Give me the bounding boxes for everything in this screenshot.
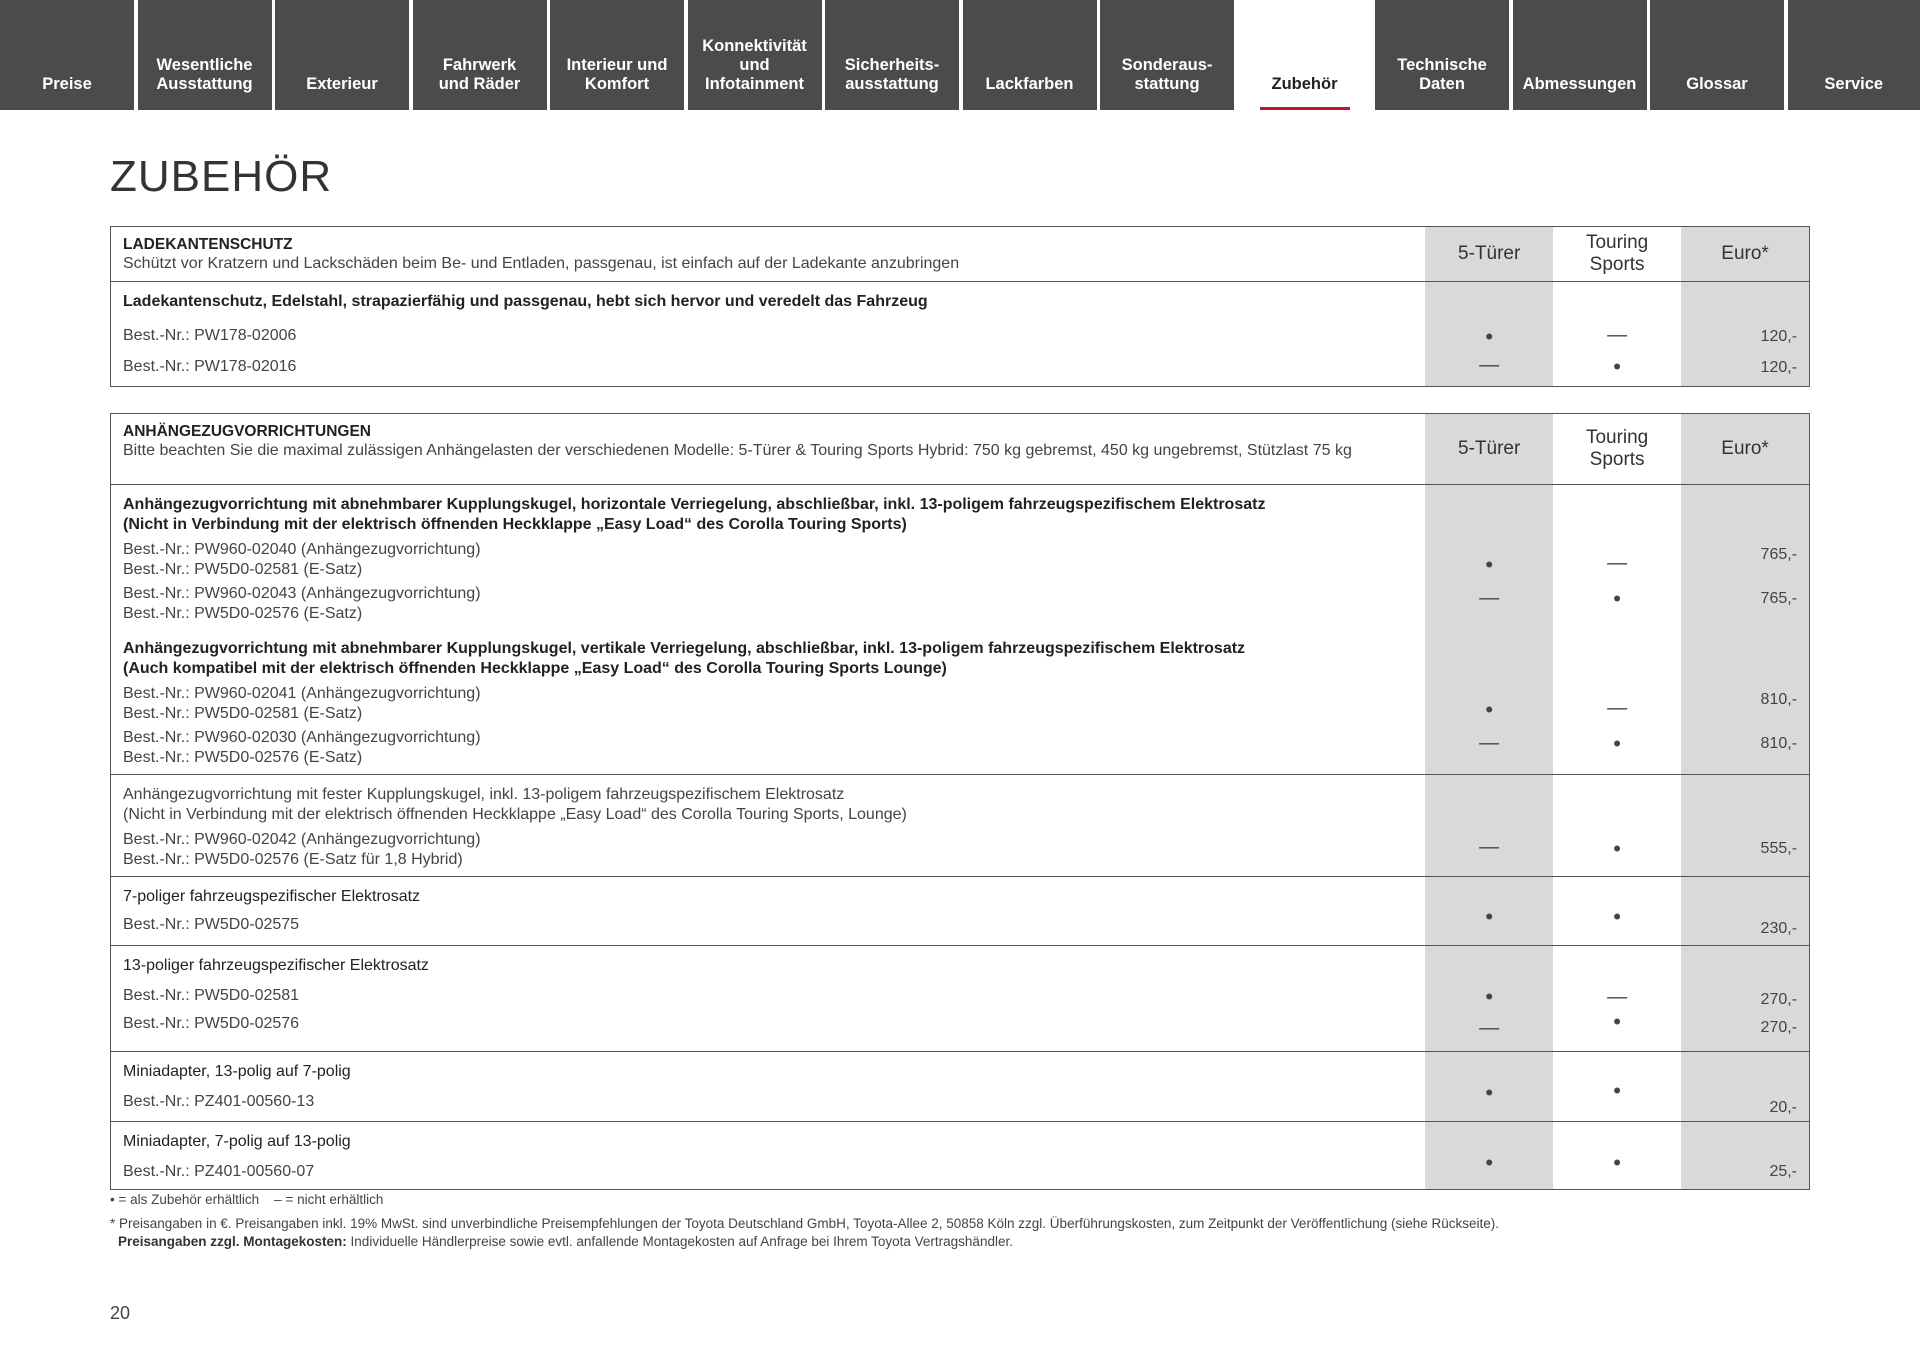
col-5tuerer	[1425, 877, 1553, 945]
tab-sicherheit[interactable]: Sicherheits- ausstattung	[825, 0, 959, 110]
not-available-mark: —	[1607, 324, 1628, 346]
section-nav	[0, 0, 1920, 110]
not-available-mark: —	[1607, 552, 1628, 574]
col-touring	[1553, 946, 1681, 1051]
column-header-euro: Euro*	[1681, 414, 1809, 484]
available-mark: •	[1485, 904, 1494, 929]
price: 765,-	[1760, 546, 1798, 563]
not-available-mark: —	[1479, 354, 1500, 376]
item-title: 13-poliger fahrzeugspezifischer Elektrosatz	[123, 957, 429, 974]
price: 270,-	[1760, 991, 1798, 1008]
col-touring	[1553, 775, 1681, 876]
table-ladekantenschutz	[110, 226, 1810, 387]
col-5tuerer	[1425, 1052, 1553, 1121]
table-header	[111, 414, 1809, 485]
col-euro	[1681, 282, 1809, 386]
page-title: ZUBEHÖR	[110, 152, 333, 201]
row-desc	[111, 485, 1425, 774]
column-header-5tuerer: 5-Türer	[1425, 414, 1553, 484]
col-euro	[1681, 1052, 1809, 1121]
not-available-mark: —	[1479, 587, 1500, 609]
table-row	[111, 877, 1809, 946]
order-number: Best.-Nr.: PW5D0-02575	[123, 915, 300, 933]
order-number: Best.-Nr.: PW5D0-02576	[123, 1015, 300, 1032]
available-mark: •	[1485, 984, 1494, 1009]
item-title: Anhängezugvorrichtung mit fester Kupplungskugel, inkl. 13-poligem fahrzeugspezifischem Elektrosatz (Nicht in Verbindung mit der elektrisch öffnenden Heckklappe „Easy Load“ des Corolla Touring Sports, Lounge)	[123, 786, 907, 823]
order-number: Best.-Nr.: PZ401-00560-07	[123, 1162, 315, 1180]
tab-sonderausstattung[interactable]: Sonderaus- stattung	[1100, 0, 1234, 110]
available-mark: •	[1613, 1078, 1621, 1103]
tab-fahrwerk[interactable]: Fahrwerk und Räder	[413, 0, 547, 110]
section-title: LADEKANTENSCHUTZ	[123, 236, 293, 253]
col-5tuerer	[1425, 282, 1553, 386]
tab-preise[interactable]: Preise	[0, 0, 134, 110]
item-title: Anhängezugvorrichtung mit abnehmbarer Kupplungskugel, vertikale Verriegelung, abschließbar, inkl. 13-poligem fahrzeugspezifischem Elektrosatz (Auch kompatibel mit der elektrisch öffnenden Heckklappe „Easy Load“ des Corolla Touring Sports Lounge)	[123, 640, 1246, 677]
order-number: Best.-Nr.: PZ401-00560-13	[123, 1092, 315, 1110]
col-touring	[1553, 485, 1681, 774]
row-desc	[111, 1122, 1425, 1189]
montage-label: Preisangaben zzgl. Montagekosten:	[118, 1234, 347, 1249]
item-title: Anhängezugvorrichtung mit abnehmbarer Kupplungskugel, horizontale Verriegelung, abschließbar, inkl. 13-poligem fahrzeugspezifischem Elektrosatz (Nicht in Verbindung mit der elektrisch öffnenden Heckklappe „Easy Load“ des Corolla Touring Sports)	[123, 496, 1266, 533]
price: 810,-	[1760, 735, 1798, 752]
col-5tuerer	[1425, 1122, 1553, 1189]
order-number: Best.-Nr.: PW960-02041 (Anhängezugvorrichtung) Best.-Nr.: PW5D0-02581 (E-Satz)	[123, 685, 481, 722]
order-number: Best.-Nr.: PW960-02042 (Anhängezugvorrichtung) Best.-Nr.: PW5D0-02576 (E-Satz für 1,8 Hybrid)	[123, 831, 481, 868]
col-euro	[1681, 485, 1809, 774]
price-note: * Preisangaben in €. Preisangaben inkl. 19% MwSt. sind unverbindliche Preisempfehlungen der Toyota Deutschland GmbH, Toyota-Allee 2, 50858 Köln zzgl. Überführungskosten, zum Zeitpunkt der Veröffentlichung (siehe Rückseite).	[110, 1216, 1500, 1231]
row-desc	[111, 946, 1425, 1051]
table-header-desc	[111, 227, 1425, 281]
table-row	[111, 1052, 1809, 1122]
tab-lackfarben[interactable]: Lackfarben	[963, 0, 1097, 110]
legend-note: • = als Zubehör erhältlich – = nicht erhältlich	[110, 1192, 384, 1207]
row-desc	[111, 775, 1425, 876]
available-mark: •	[1485, 324, 1494, 349]
available-mark: •	[1485, 1080, 1494, 1105]
column-header-euro: Euro*	[1681, 227, 1809, 281]
footnotes	[110, 1191, 1499, 1257]
tab-technische-daten[interactable]: Technische Daten	[1375, 0, 1509, 110]
table-row	[111, 946, 1809, 1052]
tab-service[interactable]: Service	[1788, 0, 1920, 110]
col-euro	[1681, 877, 1809, 945]
col-touring	[1553, 1052, 1681, 1121]
not-available-mark: —	[1607, 697, 1628, 719]
table-header-desc	[111, 414, 1425, 484]
col-euro	[1681, 775, 1809, 876]
tab-interieur[interactable]: Interieur und Komfort	[550, 0, 684, 110]
price: 120,-	[1760, 328, 1798, 345]
available-mark: •	[1613, 1009, 1621, 1034]
col-euro	[1681, 946, 1809, 1051]
tab-konnektivitaet[interactable]: Konnektivität und Infotainment	[688, 0, 822, 110]
table-anhaengezugvorrichtungen	[110, 413, 1810, 1190]
price: 765,-	[1760, 590, 1798, 607]
tab-glossar[interactable]: Glossar	[1650, 0, 1784, 110]
item-title: Ladekantenschutz, Edelstahl, strapazierfähig und passgenau, hebt sich hervor und veredelt das Fahrzeug	[123, 293, 928, 310]
col-euro	[1681, 1122, 1809, 1189]
not-available-mark: —	[1607, 986, 1628, 1008]
col-touring	[1553, 877, 1681, 945]
table-row	[111, 282, 1809, 386]
table-row	[111, 775, 1809, 877]
order-number: Best.-Nr.: PW178-02016	[123, 358, 297, 375]
col-5tuerer	[1425, 946, 1553, 1051]
tab-exterieur[interactable]: Exterieur	[275, 0, 409, 110]
column-header-touring: Touring Sports	[1553, 414, 1681, 484]
order-number: Best.-Nr.: PW960-02043 (Anhängezugvorrichtung) Best.-Nr.: PW5D0-02576 (E-Satz)	[123, 585, 481, 622]
price: 555,-	[1760, 840, 1798, 857]
order-number: Best.-Nr.: PW960-02040 (Anhängezugvorrichtung) Best.-Nr.: PW5D0-02581 (E-Satz)	[123, 541, 481, 578]
row-desc	[111, 282, 1425, 386]
available-mark: •	[1613, 731, 1621, 756]
not-available-mark: —	[1479, 836, 1500, 858]
price: 270,-	[1760, 1019, 1798, 1036]
section-description: Schützt vor Kratzern und Lackschäden beim Be- und Entladen, passgenau, ist einfach auf der Ladekante anzubringen	[123, 255, 960, 272]
tab-wesentliche-ausstattung[interactable]: Wesentliche Ausstattung	[138, 0, 272, 110]
table-row	[111, 1122, 1809, 1189]
col-5tuerer	[1425, 485, 1553, 774]
available-mark: •	[1613, 1150, 1621, 1175]
row-desc	[111, 1052, 1425, 1121]
montage-note	[110, 1233, 1499, 1251]
price: 25,-	[1769, 1163, 1798, 1180]
price: 120,-	[1760, 359, 1798, 376]
available-mark: •	[1613, 586, 1621, 611]
col-touring	[1553, 1122, 1681, 1189]
col-5tuerer	[1425, 775, 1553, 876]
montage-text: Individuelle Händlerpreise sowie evtl. anfallende Montagekosten auf Anfrage bei Ihrem Toyota Vertragshändler.	[346, 1234, 1013, 1249]
order-number: Best.-Nr.: PW960-02030 (Anhängezugvorrichtung) Best.-Nr.: PW5D0-02576 (E-Satz)	[123, 729, 481, 766]
available-mark: •	[1613, 354, 1621, 379]
section-description: Bitte beachten Sie die maximal zulässigen Anhängelasten der verschiedenen Modelle: 5-Türer & Touring Sports Hybrid: 750 kg gebremst, 450 kg ungebremst, Stützlast 75 kg	[123, 442, 1352, 459]
order-number: Best.-Nr.: PW178-02006	[123, 326, 297, 344]
table-row	[111, 485, 1809, 775]
available-mark: •	[1485, 697, 1494, 722]
tab-abmessungen[interactable]: Abmessungen	[1513, 0, 1647, 110]
page-number: 20	[110, 1303, 131, 1323]
table-header	[111, 227, 1809, 282]
column-header-5tuerer: 5-Türer	[1425, 227, 1553, 281]
column-header-touring: Touring Sports	[1553, 227, 1681, 281]
not-available-mark: —	[1479, 732, 1500, 754]
price: 230,-	[1760, 920, 1798, 937]
section-title: ANHÄNGEZUGVORRICHTUNGEN	[123, 423, 371, 440]
order-number: Best.-Nr.: PW5D0-02581	[123, 986, 300, 1004]
row-desc	[111, 877, 1425, 945]
col-touring	[1553, 282, 1681, 386]
available-mark: •	[1485, 1150, 1494, 1175]
available-mark: •	[1613, 904, 1621, 929]
available-mark: •	[1485, 552, 1494, 577]
not-available-mark: —	[1479, 1017, 1500, 1039]
available-mark: •	[1613, 836, 1621, 861]
item-title: Miniadapter, 13-polig auf 7-polig	[123, 1063, 351, 1080]
item-title: Miniadapter, 7-polig auf 13-polig	[123, 1133, 351, 1150]
price: 20,-	[1769, 1099, 1798, 1116]
item-title: 7-poliger fahrzeugspezifischer Elektrosatz	[123, 888, 421, 905]
price: 810,-	[1760, 691, 1798, 708]
tab-zubehoer[interactable]: Zubehör	[1238, 0, 1372, 110]
